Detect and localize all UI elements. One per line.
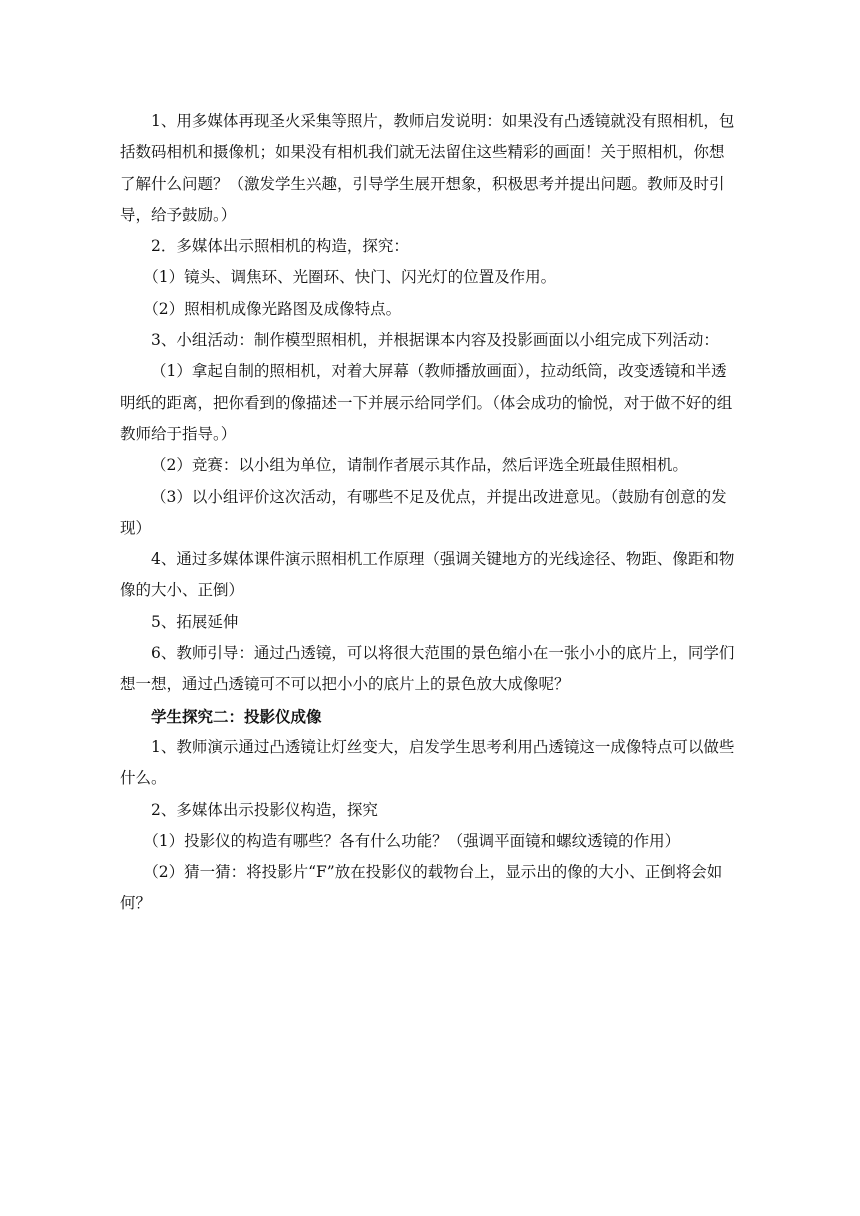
paragraph-step-2-item-2: （2）照相机成像光路图及成像特点。 xyxy=(143,299,402,318)
paragraph-step-1: 1、用多媒体再现圣火采集等照片，教师启发说明：如果没有凸透镜就没有照相机，包括数码相机和摄像机；如果没有相机我们就无法留住这些精彩的画面！关于照相机，你想了解什么问题？（激发学生兴趣，引导学生展开想象，积极思考并提出问题。教师及时引导，给予鼓励。） xyxy=(120,112,735,224)
paragraph-step-2-item-1: （1）镜头、调焦环、光圈环、快门、闪光灯的位置及作用。 xyxy=(143,268,557,287)
paragraph-step-3: 3、小组活动：制作模型照相机，并根据课本内容及投影画面以小组完成下列活动： xyxy=(151,331,719,350)
paragraph-projector-step-1: 1、教师演示通过凸透镜让灯丝变大，启发学生思考利用凸透镜这一成像特点可以做些什么。 xyxy=(120,737,735,788)
paragraph-projector-step-2: 2、多媒体出示投影仪构造，探究 xyxy=(151,800,378,819)
paragraph-step-3-item-2: （2）竞赛：以小组为单位，请制作者展示其作品，然后评选全班最佳照相机。 xyxy=(151,456,688,475)
paragraph-step-4: 4、通过多媒体课件演示照相机工作原理（强调关键地方的光线途径、物距、像距和物像的大小、正倒） xyxy=(120,550,735,600)
paragraph-step-3-item-1: （1）拿起自制的照相机，对着大屏幕（教师播放画面），拉动纸筒，改变透镜和半透明纸的距离，把你看到的像描述一下并展示给同学们。（体会成功的愉悦，对于做不好的组教师给于指导。） xyxy=(120,362,733,443)
paragraph-projector-item-2: （2）猜一猜：将投影片“F”放在投影仪的载物台上，显示出的像的大小、正倒将会如何？ xyxy=(120,863,723,913)
paragraph-step-5: 5、拓展延伸 xyxy=(151,612,239,631)
section-heading-inquiry-2: 学生探究二：投影仪成像 xyxy=(151,706,322,726)
document-body xyxy=(120,106,735,920)
paragraph-projector-item-1: （1）投影仪的构造有哪些？各有什么功能？（强调平面镜和螺纹透镜的作用） xyxy=(143,831,681,850)
paragraph-step-6: 6、教师引导：通过凸透镜，可以将很大范围的景色缩小在一张小小的底片上，同学们想一想，通过凸透镜可不可以把小小的底片上的景色放大成像呢？ xyxy=(120,644,735,694)
paragraph-step-3-item-3: （3）以小组评价这次活动，有哪些不足及优点，并提出改进意见。（鼓励有创意的发现） xyxy=(120,487,727,537)
paragraph-step-2: 2．多媒体出示照相机的构造，探究： xyxy=(151,237,409,256)
